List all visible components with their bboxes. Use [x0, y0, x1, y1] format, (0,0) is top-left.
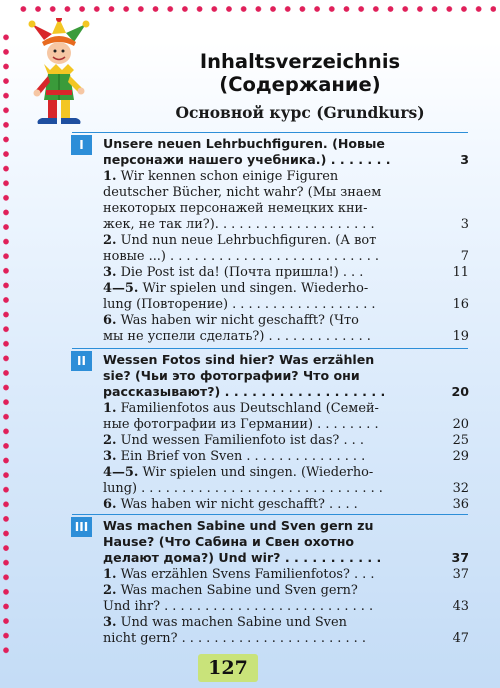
page-ref: 37 [451, 550, 469, 565]
chapter-heading-line: Unsere neuen Lehrbuchfiguren. (Новые [103, 136, 385, 151]
toc-entry-line: 1. Wir kennen schon einige Figuren [103, 169, 339, 184]
toc-entry-line: 3. Die Post ist da! (Почта пришла!) . . . 11 [103, 265, 469, 280]
toc-entry-line: nicht gern? . . . . . . . . . . . . . . . . . . . . . . . 47 [103, 631, 469, 646]
page-ref: 47 [452, 631, 469, 646]
page-ref: 7 [460, 249, 469, 264]
toc-entry-line: 4—5. Wir spielen und singen. (Wiederho- [103, 465, 374, 480]
dotted-border-left [1, 30, 11, 655]
chapter-badge: I [71, 135, 92, 155]
page-ref: 43 [452, 599, 469, 614]
page-ref: 29 [452, 449, 469, 464]
toc-entry-line: deutscher Bücher, nicht wahr? (Мы знаем [103, 185, 382, 200]
jester-mascot-illustration [24, 18, 94, 130]
toc-entry-line: lung) . . . . . . . . . . . . . . . . . . . . . . . . . . . . . . 32 [103, 481, 469, 496]
chapter-divider [72, 132, 468, 133]
page-ref: 11 [452, 265, 469, 280]
toc-entry-line: Und ihr? . . . . . . . . . . . . . . . . . . . . . . . . . . 43 [103, 599, 469, 614]
page-ref: 25 [452, 433, 469, 448]
toc-entry-line: жек, не так ли?). . . . . . . . . . . . . . . . . . . . 3 [103, 217, 469, 232]
toc-entry-line: ные фотографии из Германии) . . . . . . . . 20 [103, 417, 469, 432]
chapter-heading-line: персонажи нашего учебника.) . . . . . . . 3 [103, 152, 469, 167]
toc-entry-line: 3. Ein Brief von Sven . . . . . . . . . . . . . . . 29 [103, 449, 469, 464]
toc-entry-line: lung (Повторение) . . . . . . . . . . . . . . . . . . 16 [103, 297, 469, 312]
toc-entry-line: новые ...) . . . . . . . . . . . . . . . . . . . . . . . . . . 7 [103, 249, 469, 264]
toc-entry-line: 2. Und nun neue Lehrbuchfiguren. (А вот [103, 233, 377, 248]
toc-entry-line: 1. Familienfotos aus Deutschland (Семей- [103, 401, 379, 416]
chapter-divider [72, 348, 468, 349]
page-ref: 19 [452, 329, 469, 344]
toc-entry-line: некоторых персонажей немецких кни- [103, 201, 368, 216]
page-number: 127 [198, 654, 258, 682]
page-ref: 36 [452, 497, 469, 512]
chapter-badge: II [71, 351, 92, 371]
page-ref: 3 [460, 152, 469, 167]
chapter-heading-line: рассказывают?) . . . . . . . . . . . . . . . . . . 20 [103, 384, 469, 399]
toc-entry-line: 1. Was erzählen Svens Familienfotos? . . . 37 [103, 567, 469, 582]
page-ref: 20 [451, 384, 469, 399]
toc-entry-line: 6. Was haben wir nicht geschafft? . . . . 36 [103, 497, 469, 512]
page-title: Inhaltsverzeichnis [199, 50, 401, 73]
page-ref: 37 [452, 567, 469, 582]
toc-entry-line: мы не успели сделать?) . . . . . . . . . . . . . 19 [103, 329, 469, 344]
dotted-border-top [16, 4, 496, 14]
page-ref: 3 [460, 217, 469, 232]
chapter-heading-line: Was machen Sabine und Sven gern zu [103, 518, 374, 533]
page-ref: 16 [452, 297, 469, 312]
toc-entry-line: 6. Was haben wir nicht geschafft? (Что [103, 313, 359, 328]
chapter-heading-line: делают дома?) Und wir? . . . . . . . . . . . 37 [103, 550, 469, 565]
toc-entry-line: 2. Was machen Sabine und Sven gern? [103, 583, 358, 598]
toc-entry-line: 4—5. Wir spielen und singen. Wiederho- [103, 281, 369, 296]
chapter-divider [72, 514, 468, 515]
page-ref: 20 [452, 417, 469, 432]
page-title-translation: (Содержание) [219, 73, 381, 96]
chapter-heading-line: Hause? (Что Сабина и Свен охотно [103, 534, 355, 549]
section-subtitle: Основной курс (Grundkurs) [175, 103, 425, 122]
toc-entry-line: 3. Und was machen Sabine und Sven [103, 615, 347, 630]
toc-entry-line: 2. Und wessen Familienfoto ist das? . . . 25 [103, 433, 469, 448]
chapter-badge: III [71, 517, 92, 537]
chapter-heading-line: Wessen Fotos sind hier? Was erzählen [103, 352, 375, 367]
page-ref: 32 [452, 481, 469, 496]
chapter-heading-line: sie? (Чьи это фотографии? Что они [103, 368, 360, 383]
